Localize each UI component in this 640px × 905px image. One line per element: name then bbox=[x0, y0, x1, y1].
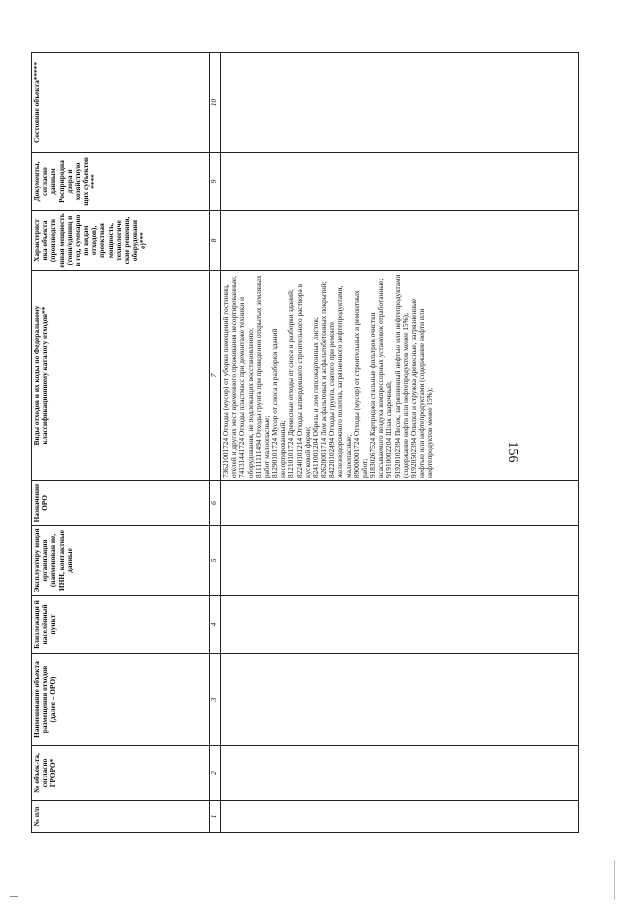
header-cell: Характерист ика объекта (производств енная мощность (тонн/единиц и в год, суммарно по видам отходов), проектная мощность, технологиче ские решения, оборудовани е)*** bbox=[32, 211, 210, 271]
header-cell: Состояние объекта***** bbox=[32, 53, 210, 153]
scan-edge-mark bbox=[10, 896, 18, 897]
waste-types-cell bbox=[221, 271, 579, 481]
waste-entry: 82240101214 Отходы затвердевшего строительного раствора в кусковой форме; bbox=[294, 284, 312, 478]
column-number: 4 bbox=[210, 596, 221, 654]
waste-entry: 91920102394 Песок, загрязненный нефтью или нефтепродуктами (содержание нефти или нефтепродуктов менее 15%); bbox=[392, 274, 410, 478]
table-cell bbox=[221, 801, 579, 833]
rotated-table-frame bbox=[31, 53, 591, 833]
table-cell bbox=[221, 746, 579, 801]
header-row bbox=[32, 53, 210, 833]
waste-entry: 84220102494 Отходы грунта, снятого при ремонте железнодорожного полотна, загрязненного нефтепродуктами, малоопасные; bbox=[327, 285, 353, 478]
table-cell bbox=[221, 481, 579, 526]
header-cell: Документы, согласно данным Росприродна дзора и хозяйствую щих субъектов **** bbox=[32, 153, 210, 211]
header-cell: № п/п bbox=[32, 801, 210, 833]
column-number: 1 bbox=[210, 801, 221, 833]
header-cell: № объек-та, согласно ГРОРО* bbox=[32, 746, 210, 801]
waste-entry: 81111111494 Отходы грунта при проведении открытых земляных работ малоопасные; bbox=[253, 275, 271, 478]
waste-entry: 81210101724 Древесные отходы от сноса и разборки зданий; bbox=[286, 289, 296, 478]
header-cell: Эксплуатиру ющая организация (наименован ие, ИНН, контактные данные bbox=[32, 526, 210, 596]
header-cell: Наименование объекта размещения отходов (далее – ОРО) bbox=[32, 654, 210, 746]
table-cell bbox=[221, 211, 579, 271]
waste-entry: 73621001724 Отходы (мусор) от уборки помещений гостиниц, отелей и других мест временного проживания несортированные; bbox=[221, 275, 239, 478]
column-number: 5 bbox=[210, 526, 221, 596]
table-cell bbox=[221, 53, 579, 153]
column-number: 8 bbox=[210, 211, 221, 271]
page-number: 156 bbox=[505, 441, 520, 463]
column-number: 9 bbox=[210, 153, 221, 211]
column-number: 7 bbox=[210, 271, 221, 481]
table-cell bbox=[221, 526, 579, 596]
waste-facilities-table bbox=[31, 52, 579, 833]
header-cell: Виды отходов и их коды по Федеральному классификационному каталогу отходов** bbox=[32, 271, 210, 481]
column-number: 3 bbox=[210, 654, 221, 746]
table-cell bbox=[221, 153, 579, 211]
waste-entry: 91830267524 Картриджи стальные фильтров очистки всасываемого воздуха компрессорных установок отработанные; bbox=[368, 278, 386, 478]
column-number: 6 bbox=[210, 481, 221, 526]
scan-edge-mark bbox=[614, 860, 615, 900]
table-cell bbox=[221, 596, 579, 654]
table-cell bbox=[221, 654, 579, 746]
waste-entry: 89000001724 Отходы (мусор) от строительных и ремонтных работ; bbox=[351, 290, 369, 478]
column-number: 10 bbox=[210, 53, 221, 153]
waste-entry: 82411001204 Обрезь и лом гипсокартонных листов; bbox=[310, 317, 320, 478]
column-number: 2 bbox=[210, 746, 221, 801]
table-row bbox=[221, 53, 579, 833]
header-cell: Назначение ОРО bbox=[32, 481, 210, 526]
waste-entry: 91910002204 Шлак сварочный; bbox=[384, 381, 394, 478]
waste-entry: 74131441724 Отходы пластмасс при демонтаже техники и оборудования, не подлежащих восстановлению; bbox=[237, 297, 255, 478]
column-number-row bbox=[210, 53, 221, 833]
waste-entry: 81290101724 Мусор от сноса и разборки зданий несортированный; bbox=[270, 328, 288, 478]
header-cell: Близлежащи й населённый пункт bbox=[32, 596, 210, 654]
waste-entry: 91920502394 Опилки и стружка древесные, загрязненные нефтью или нефтепродуктами (содержание нефти или нефтепродуктов менее 15%); bbox=[408, 298, 435, 478]
waste-entry: 82620001714 Лом асфальтовых и асфальтобетонных покрытий; bbox=[319, 281, 329, 478]
